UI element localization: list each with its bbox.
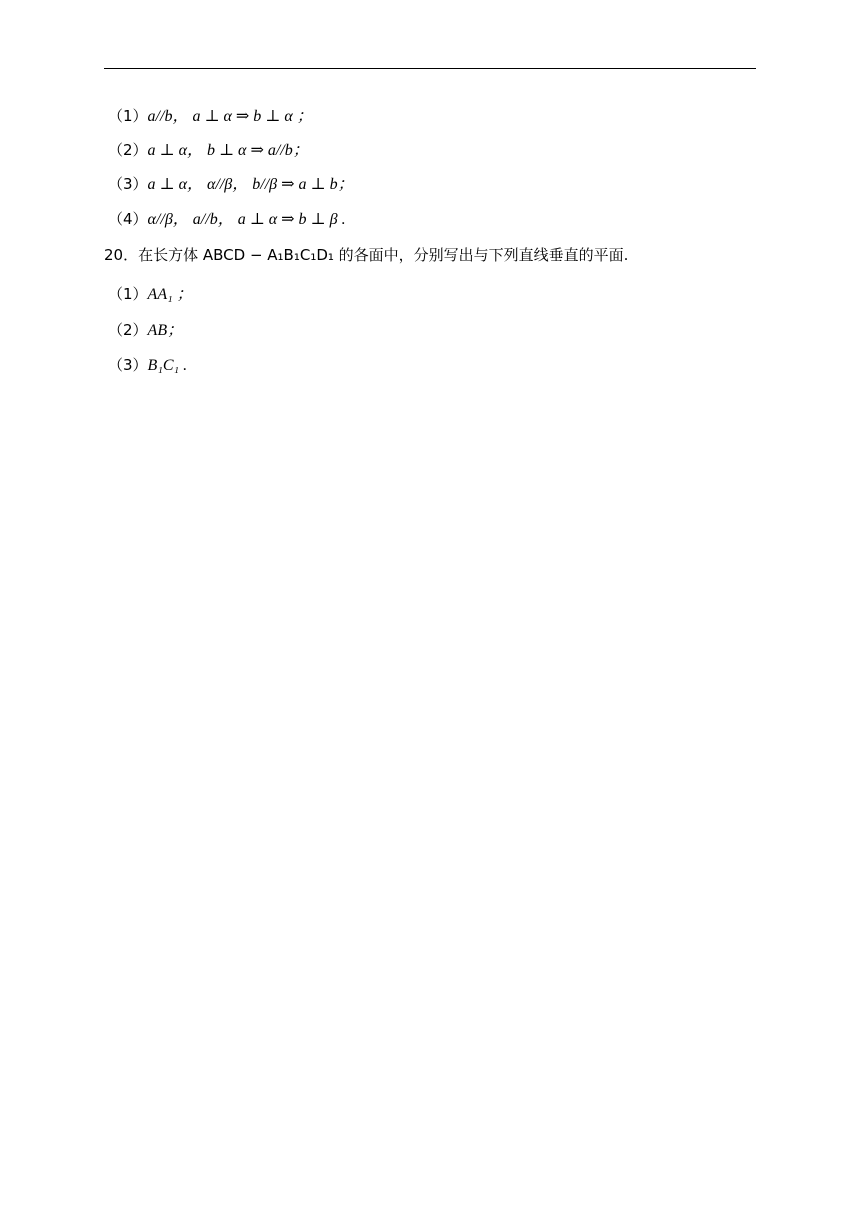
proposition-3 xyxy=(108,174,354,195)
sub-question-3 xyxy=(108,355,187,376)
question-text: 在长方体 ABCD − A₁B₁C₁D₁ 的各面中，分别写出与下列直线垂直的平面. xyxy=(138,246,629,264)
item-text: a ⊥ α， α//β， b//β ⇒ a ⊥ b； xyxy=(147,176,354,193)
proposition-2 xyxy=(108,140,309,161)
item-text: a ⊥ α， b ⊥ α ⇒ a//b； xyxy=(147,142,309,159)
item-text: AA₁ ； xyxy=(147,286,193,303)
item-label: （1） xyxy=(108,107,148,125)
sub-question-1 xyxy=(108,284,193,305)
item-text: a//b， a ⊥ α ⇒ b ⊥ α ； xyxy=(147,108,313,125)
proposition-4 xyxy=(108,209,346,230)
item-label: （2） xyxy=(108,321,148,339)
question-number: 20． xyxy=(104,246,139,264)
proposition-1 xyxy=(108,106,313,127)
item-label: （3） xyxy=(108,175,148,193)
item-text: B₁C₁ . xyxy=(147,357,188,374)
item-label: （1） xyxy=(108,285,148,303)
header-rule xyxy=(104,68,756,69)
item-label: （2） xyxy=(108,141,148,159)
question-20 xyxy=(104,245,628,265)
sub-question-2 xyxy=(108,320,183,341)
item-label: （4） xyxy=(108,210,148,228)
item-text: AB； xyxy=(147,322,184,339)
item-label: （3） xyxy=(108,356,148,374)
item-text: α//β， a//b， a ⊥ α ⇒ b ⊥ β . xyxy=(147,211,346,228)
